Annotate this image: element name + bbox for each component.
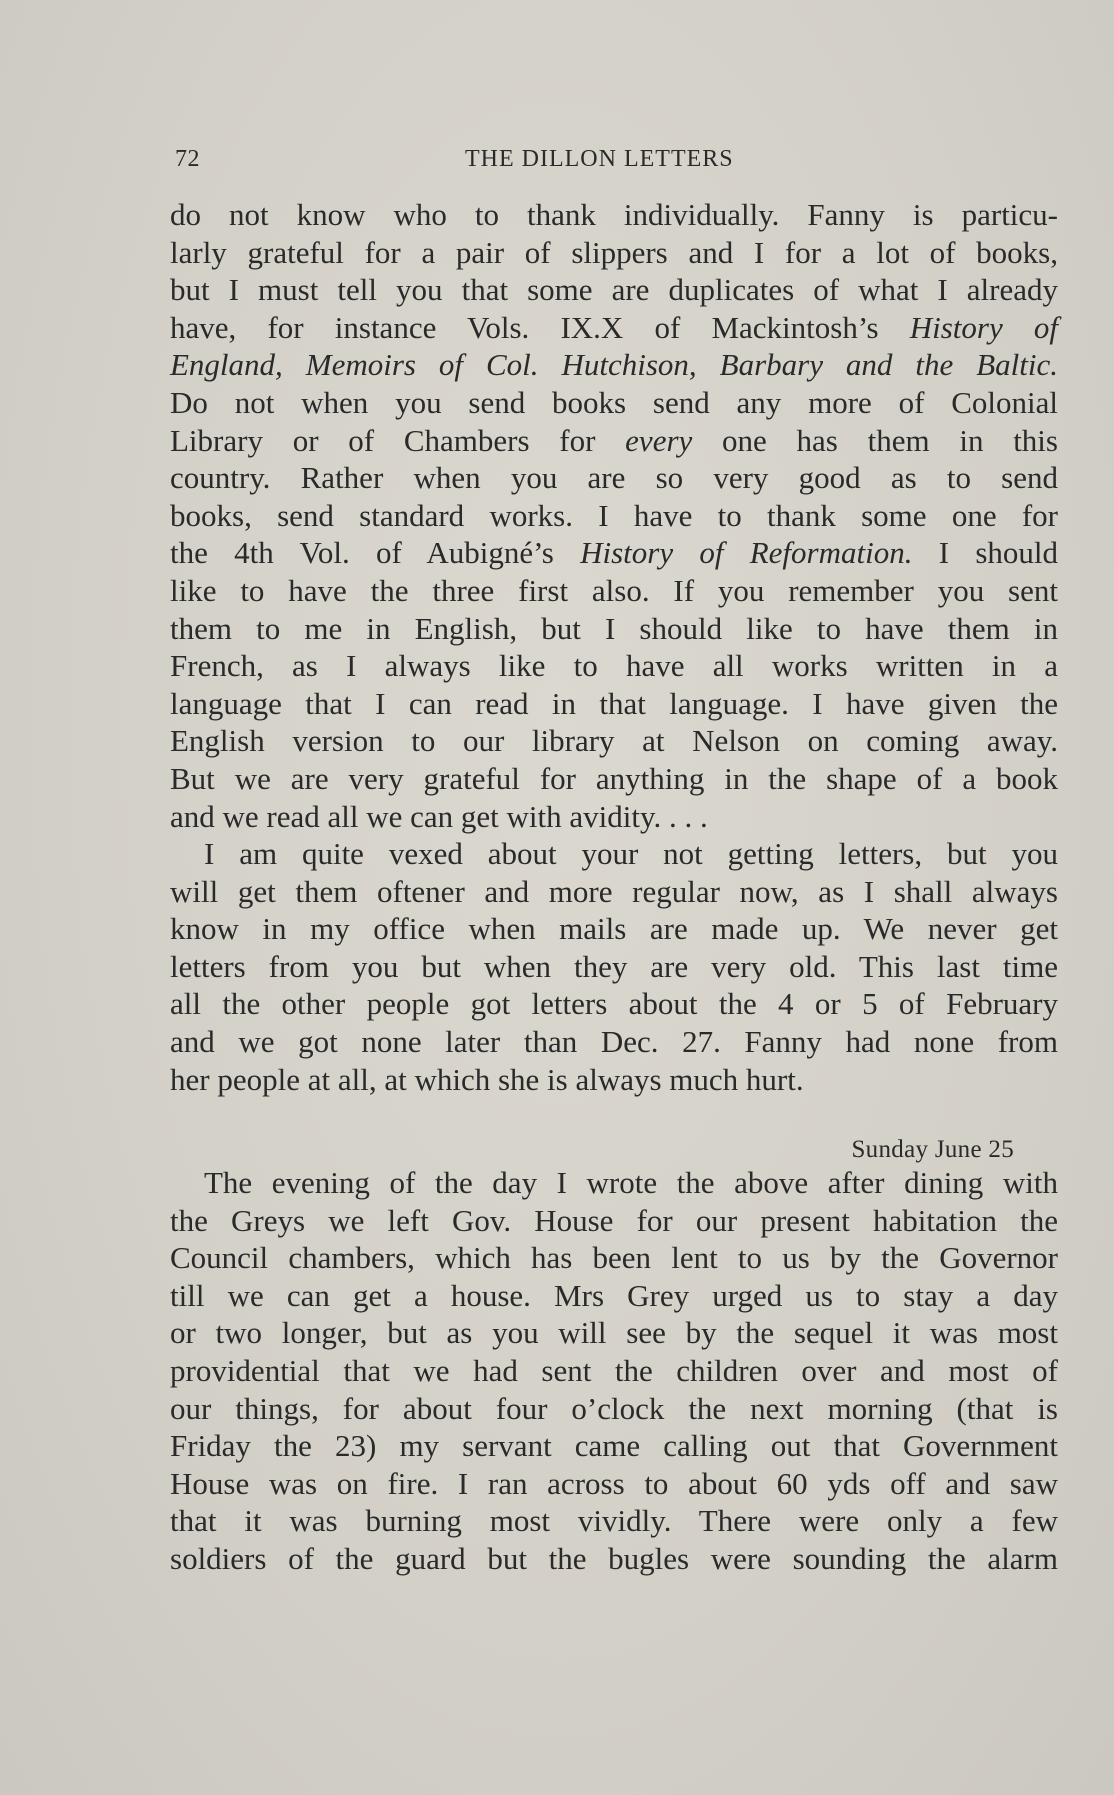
text-line: country. Rather when you are so very good as to send	[170, 460, 1058, 496]
text-line: them to me in English, but I should like to have them in	[170, 610, 1058, 646]
text-line: the Greys we left Gov. House for our present habitation the	[170, 1202, 1058, 1238]
text-line: but I must tell you that some are duplicates of what I already	[170, 272, 1058, 308]
emphasis-italic: every	[625, 422, 693, 458]
text-run: Library or of Chambers for	[170, 422, 626, 458]
letter-dateline: Sunday June 25	[851, 1136, 1014, 1163]
text-line: like to have the three first also. If you remember you sent	[170, 572, 1058, 608]
book-title-italic: History of	[909, 309, 1058, 345]
text-line-italic: England, Memoirs of Col. Hutchison, Barbary and the Baltic.	[170, 347, 1058, 383]
text-line: French, as I always like to have all works written in a	[170, 648, 1058, 684]
text-line: till we can get a house. Mrs Grey urged us to stay a day	[170, 1277, 1058, 1313]
text-line: Friday the 23) my servant came calling out that Government	[170, 1428, 1058, 1464]
text-line	[170, 534, 1058, 572]
text-line: Do not when you send books send any more of Colonial	[170, 384, 1058, 420]
text-line: our things, for about four o’clock the next morning (that is	[170, 1390, 1058, 1426]
letter-body-2	[170, 1164, 1058, 1578]
text-line: language that I can read in that language. I have given the	[170, 685, 1058, 721]
book-title: THE DILLON LETTERS	[465, 146, 734, 172]
text-line	[170, 309, 1058, 347]
text-run: have, for instance Vols. IX.X of Mackintosh’s	[170, 309, 910, 345]
text-line: House was on fire. I ran across to about 60 yds off and saw	[170, 1465, 1058, 1501]
text-line: and we read all we can get with avidity. . . .	[170, 798, 708, 834]
text-run: the 4th Vol. of Aubigné’s	[170, 535, 581, 571]
text-run: I should	[912, 535, 1059, 571]
text-line: letters from you but when they are very old. This last time	[170, 948, 1058, 984]
text-line: and we got none later than Dec. 27. Fanny had none from	[170, 1024, 1058, 1060]
text-line	[170, 422, 1058, 460]
text-run: one has them in this	[692, 422, 1058, 458]
paragraph-first-line: The evening of the day I wrote the above after dining with	[204, 1165, 1058, 1200]
text-line: all the other people got letters about the 4 or 5 of February	[170, 986, 1058, 1022]
text-line: do not know who to thank individually. Fanny is particu-	[170, 197, 1058, 232]
text-line: Council chambers, which has been lent to us by the Governor	[170, 1240, 1058, 1276]
text-line: that it was burning most vividly. There were only a few	[170, 1503, 1058, 1539]
text-line: larly grateful for a pair of slippers and I for a lot of books,	[170, 234, 1058, 270]
paragraph-first-line: I am quite vexed about your not getting letters, but you	[204, 836, 1058, 872]
text-line: books, send standard works. I have to thank some one for	[170, 497, 1058, 533]
running-head	[175, 146, 1055, 180]
letter-body-1	[170, 196, 1058, 1098]
text-line: English version to our library at Nelson on coming away.	[170, 723, 1058, 759]
text-line: But we are very grateful for anything in the shape of a book	[170, 760, 1058, 796]
text-line: her people at all, at which she is always much hurt.	[170, 1061, 804, 1097]
text-line: know in my office when mails are made up. We never get	[170, 911, 1058, 947]
page-number: 72	[175, 146, 200, 172]
text-line: providential that we had sent the children over and most of	[170, 1352, 1058, 1388]
text-line: soldiers of the guard but the bugles were sounding the alarm	[170, 1540, 1058, 1576]
text-line: will get them oftener and more regular now, as I shall always	[170, 873, 1058, 909]
text-line: or two longer, but as you will see by the sequel it was most	[170, 1315, 1058, 1351]
book-title-italic: History of Reformation.	[580, 535, 913, 571]
